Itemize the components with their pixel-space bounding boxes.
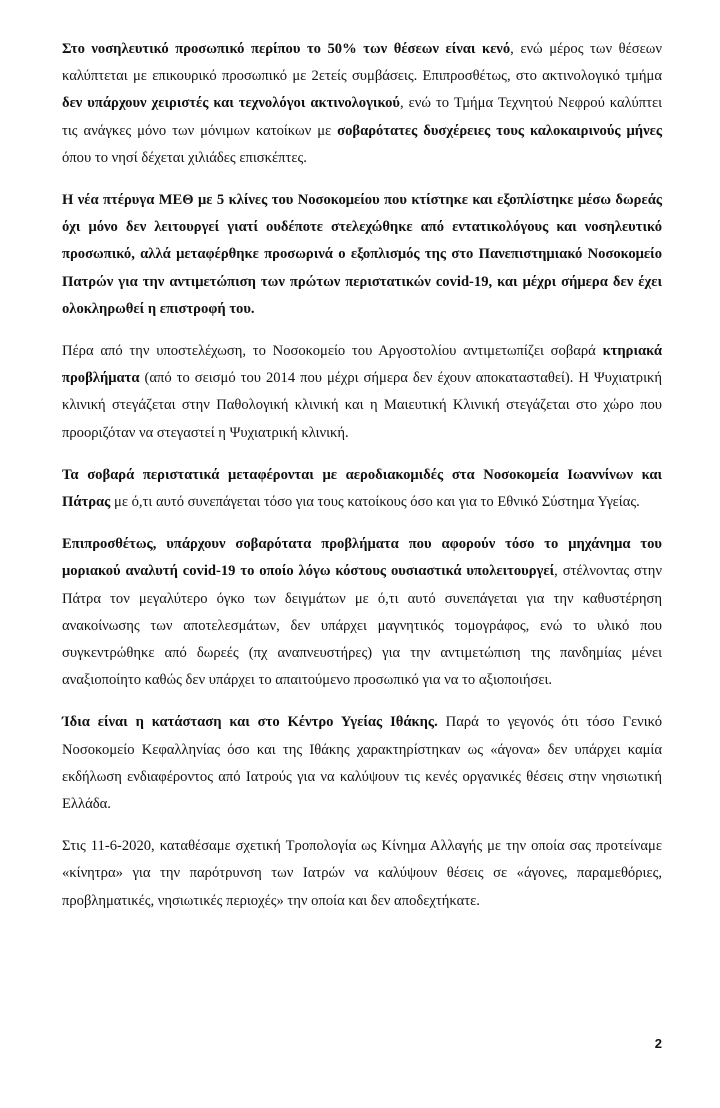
text-run: , ενώ μέρος των θέσεων καλύπτεται με επικουρικό προσωπικό με 2ετείς συμβάσεις. Επιπροσθέτως, στο ακτινολογικό τμήμα bbox=[62, 41, 662, 85]
bold-text-run: κτηριακά προβλήματα bbox=[62, 343, 662, 387]
bold-text-run: Η νέα πτέρυγα ΜΕΘ με 5 κλίνες του Νοσοκομείου που κτίστηκε και εξοπλίστηκε μέσω δωρεάς όχι μόνο δεν λειτουργεί γιατί ουδέποτε στελεχώθηκε από εντατικολόγους και νοσηλευτικό προσωπικό, αλλά μεταφέρθηκε προσωρινά ο εξοπλισμός της στο Πανεπιστημιακό Νοσοκομείο Πατρών για την αντιμετώπιση των πρώτων περιστατικών covid-19, και μέχρι σήμερα δεν έχει ολοκληρωθεί η επιστροφή του. bbox=[62, 192, 662, 317]
text-run: Στις 11-6-2020, καταθέσαμε σχετική Τροπολογία ως Κίνημα Αλλαγής με την οποία σας προτείναμε «κίνητρα» για την παρότρυνση των Ιατρών να καλύψουν θέσεις σε «άγονες, παραμεθόριες, προβληματικές, νησιωτικές περιοχές» την οποία και δεν αποδεχτήκατε. bbox=[62, 838, 662, 909]
text-run: όπου το νησί δέχεται χιλιάδες επισκέπτες. bbox=[62, 149, 307, 166]
bold-text-run: Στο νοσηλευτικό προσωπικό περίπου το 50% των θέσεων είναι κενό bbox=[62, 41, 511, 57]
paragraph bbox=[62, 709, 662, 818]
text-run: , στέλνοντας στην Πάτρα τον μεγαλύτερο όγκο των δειγμάτων με ό,τι αυτό συνεπάγεται για την καθυστέρηση ανακοίνωσης των αποτελεσμάτων, δεν υπάρχει μαγνητικός τομογράφος, ενώ το υλικό που συγκεντρώθηκε από δωρεές (πχ αναπνευστήρες) για την αντιμετώπιση της πανδημίας μένει αναξιοποίητο καθώς δεν υπάρχει το απαιτούμενο προσωπικό για να το αξιοποιήσει. bbox=[62, 563, 662, 689]
text-run: Πέρα από την υποστελέχωση, το Νοσοκομείο του Αργοστολίου αντιμετωπίζει σοβαρά bbox=[62, 343, 603, 360]
paragraph bbox=[62, 531, 662, 694]
text-run: Παρά το γεγονός ότι τόσο Γενικό Νοσοκομείο Κεφαλληνίας όσο και της Ιθάκης χαρακτηρίστηκαν ως «άγονα» δεν υπάρχει καμία εκδήλωση ενδιαφέροντος από Ιατρούς για να καλύψουν τις κενές οργανικές θέσεις στην νησιωτική Ελλάδα. bbox=[62, 714, 663, 813]
text-run: , ενώ το Τμήμα Τεχνητού Νεφρού καλύπτει τις ανάγκες μόνο των μόνιμων κατοίκων με bbox=[62, 95, 663, 139]
paragraph bbox=[62, 462, 662, 516]
bold-text-run: Ίδια είναι η κατάσταση και στο Κέντρο Υγείας Ιθάκης. bbox=[62, 714, 438, 731]
document-body bbox=[62, 36, 662, 915]
text-run: (από το σεισμό του 2014 που μέχρι σήμερα δεν έχουν αποκατασταθεί). Η Ψυχιατρική κλινική στεγάζεται στην Παθολογική κλινική και η Μαιευτική Κλινική στεγάζεται στο χώρο που προοριζόταν να στεγαστεί η Ψυχιατρική κλινική. bbox=[62, 370, 662, 441]
paragraph bbox=[62, 338, 662, 447]
bold-text-run: σοβαρότατες δυσχέρειες τους καλοκαιρινούς μήνες bbox=[337, 122, 663, 139]
page-number: 2 bbox=[654, 1036, 662, 1051]
paragraph bbox=[62, 833, 662, 915]
text-run: με ό,τι αυτό συνεπάγεται τόσο για τους κατοίκους όσο και για το Εθνικό Σύστημα Υγείας. bbox=[110, 494, 640, 511]
bold-text-run: δεν υπάρχουν χειριστές και τεχνολόγοι ακτινολογικού bbox=[62, 95, 401, 112]
paragraph bbox=[62, 36, 662, 172]
paragraph bbox=[62, 187, 662, 323]
bold-text-run: Επιπροσθέτως, υπάρχουν σοβαρότατα προβλήματα που αφορούν τόσο το μηχάνημα του μοριακού αναλυτή covid-19 το οποίο λόγω κόστους ουσιαστικά υπολειτουργεί bbox=[62, 536, 662, 580]
bold-text-run: Τα σοβαρά περιστατικά μεταφέρονται με αεροδιακομιδές στα Νοσοκομεία Ιωαννίνων και Πάτρας bbox=[62, 466, 662, 511]
